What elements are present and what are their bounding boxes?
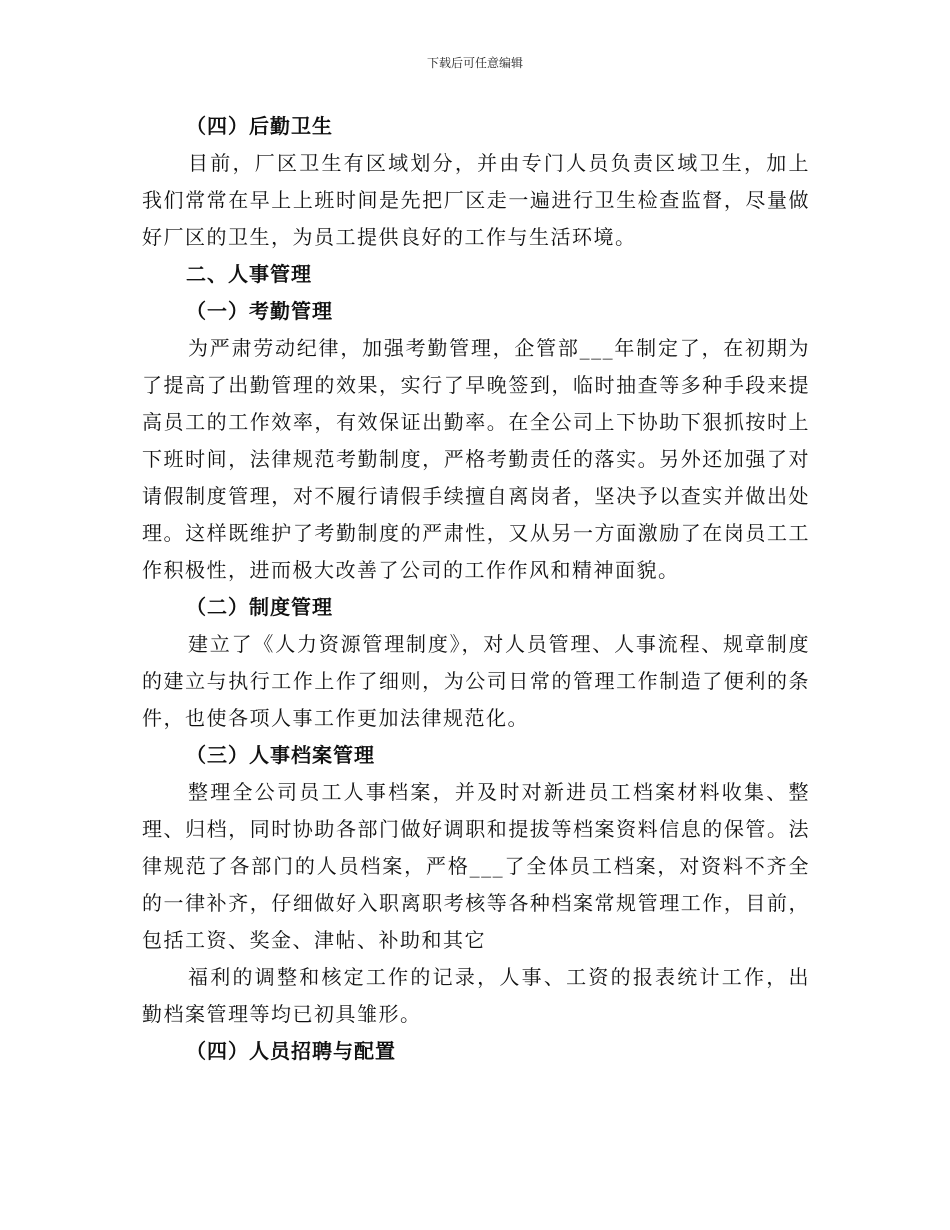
page-header: 下载后可任意编辑 (426, 56, 523, 70)
section-heading-personnel-files: （三）人事档案管理 (186, 743, 375, 767)
section-heading-logistics-hygiene: （四）后勤卫生 (186, 114, 333, 138)
document-body (142, 108, 810, 1070)
paragraph-attendance: 为严肃劳动纪律，加强考勤管理，企管部___年制定了，在初期为了提高了出勤管理的效果，实行了早晚签到，临时抽查等多种手段来提高员工的工作效率，有效保证出勤率。在全公司上下协助下狠抓按时上下班时间，法律规范考勤制度，严格考勤责任的落实。另外还加强了对请假制度管理，对不履行请假手续擅自离岗者，坚决予以查实并做出处理。这样既维护了考勤制度的严肃性，又从另一方面激励了在岗员工工作积极性，进而极大改善了公司的工作作风和精神面貌。 (142, 336, 810, 582)
paragraph-hygiene: 目前，厂区卫生有区域划分，并由专门人员负责区域卫生，加上我们常常在早上上班时间是先把厂区走一遍进行卫生检查监督，尽量做好厂区的卫生，为员工提供良好的工作与生活环境。 (142, 151, 810, 249)
section-heading-system-management: （二）制度管理 (186, 595, 333, 619)
paragraph-welfare: 福利的调整和核定工作的记录，人事、工资的报表统计工作，出勤档案管理等均已初具雏形。 (142, 965, 810, 1026)
section-heading-recruitment: （四）人员招聘与配置 (186, 1039, 396, 1063)
paragraph-system-management: 建立了《人力资源管理制度》，对人员管理、人事流程、规章制度的建立与执行工作上作了细则，为公司日常的管理工作制造了便利的条件，也使各项人事工作更加法律规范化。 (142, 632, 810, 730)
section-heading-personnel-management: 二、人事管理 (186, 262, 312, 286)
paragraph-personnel-files: 整理全公司员工人事档案，并及时对新进员工档案材料收集、整理、归档，同时协助各部门做好调职和提拔等档案资料信息的保管。法律规范了各部门的人员档案，严格___了全体员工档案，对资料不齐全的一律补齐，仔细做好入职离职考核等各种档案常规管理工作，目前，包括工资、奖金、津帖、补助和其它 (142, 780, 810, 952)
section-heading-attendance: （一）考勤管理 (186, 299, 333, 323)
